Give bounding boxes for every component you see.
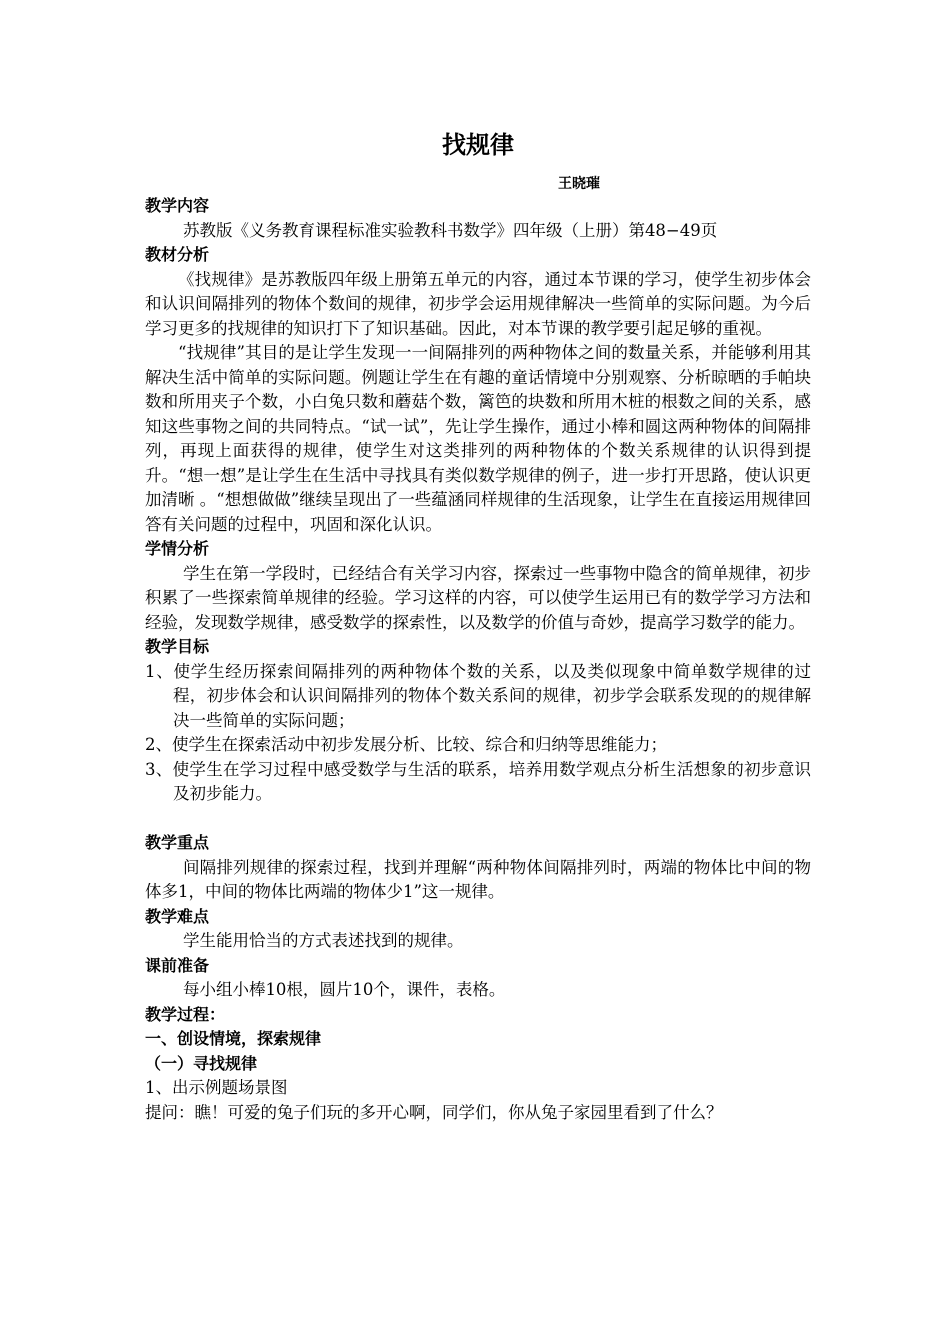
heading-teaching-goals: 教学目标 [145,637,210,656]
question-text: 提问：瞧！可爱的兔子们玩的多开心啊，同学们，你从兔子家园里看到了什么？ [145,1102,723,1122]
paragraph-material-analysis-2: “找规律”其目的是让学生发现一一间隔排列的两种物体之间的数量关系，并能够利用其解决生活中简单的实际问题。例题让学生在有趣的童话情境中分别观察、分析晾晒的手帕块数和所用夹子个数，小白兔只数和蘑菇个数，篱笆的块数和所用木桩的根数之间的关系，感知这些事物之间的共同特点。“试一试”，先让学生操作，通过小棒和圆这两种物体的间隔排列，再现上面获得的规律，使学生对这类排列的两种物体的个数关系规律的认识得到提升。“想一想”是让学生在生活中寻找具有类似数学规律的例子，进一步打开思路，使认识更加清晰 。“想想做做”继续呈现出了一些蕴涵同样规律的生活现象，让学生在直接运用规律回答有关问题的过程中，巩固和深化认识。 [145,343,811,534]
paragraph-student-analysis: 学生在第一学段时，已经结合有关学习内容，探索过一些事物中隐含的简单规律，初步积累了一些探索简单规律的经验。学习这样的内容，可以使学生运用已有的数学学习方法和经验，发现数学规律，感受数学的探索性，以及数学的价值与奇妙，提高学习数学的能力。 [145,563,811,632]
paragraph-key-points: 间隔排列规律的探索过程，找到并理解“两种物体间隔排列时，两端的物体比中间的物体多1，中间的物体比两端的物体少1”这一规律。 [145,857,811,901]
heading-student-analysis: 学情分析 [145,539,210,558]
heading-preparation: 课前准备 [145,955,210,975]
goals-list [145,660,811,807]
goal-item-2: 2、使学生在探索活动中初步发展分析、比较、综合和归纳等思维能力； [145,735,667,754]
heading-teaching-content: 教学内容 [145,196,210,215]
heading-part-one: 一、创设情境，探索规律 [145,1029,322,1048]
paragraph-teaching-content: 苏教版《义务教育课程标准实验教科书数学》四年级（上册）第48−49页 [182,220,718,240]
paragraph-difficulties: 学生能用恰当的方式表述找到的规律。 [182,931,464,950]
document-title: 找规律 [442,131,514,159]
document-page [145,128,811,1125]
heading-subsection-one: （一）寻找规律 [145,1053,258,1073]
goal-item-3: 3、使学生在学习过程中感受数学与生活的联系，培养用数学观点分析生活想象的初步意识及初步能力。 [145,759,811,803]
blank-line [145,807,811,832]
heading-key-points: 教学重点 [145,833,210,852]
paragraph-material-analysis-1: 《找规律》是苏教版四年级上册第五单元的内容，通过本节课的学习，使学生初步体会和认识间隔排列的物体个数间的规律，初步学会运用规律解决一些简单的实际问题。为今后学习更多的找规律的知识打下了知识基础。因此，对本节课的教学要引起足够的重视。 [145,269,811,338]
step-one-text: 1、出示例题场景图 [145,1078,288,1097]
paragraph-preparation: 每小组小棒10根，圆片10个，课件，表格。 [182,980,506,999]
heading-difficulties: 教学难点 [145,906,210,926]
heading-material-analysis: 教材分析 [145,245,210,264]
goal-item-1: 1、使学生经历探索间隔排列的两种物体个数的关系，以及类似现象中简单数学规律的过程，初步体会和认识间隔排列的物体个数关系间的规律，初步学会联系发现的的规律解决一些简单的实际问题； [145,661,811,730]
author-name: 王晓璀 [558,176,600,192]
heading-teaching-process: 教学过程： [145,1004,226,1024]
